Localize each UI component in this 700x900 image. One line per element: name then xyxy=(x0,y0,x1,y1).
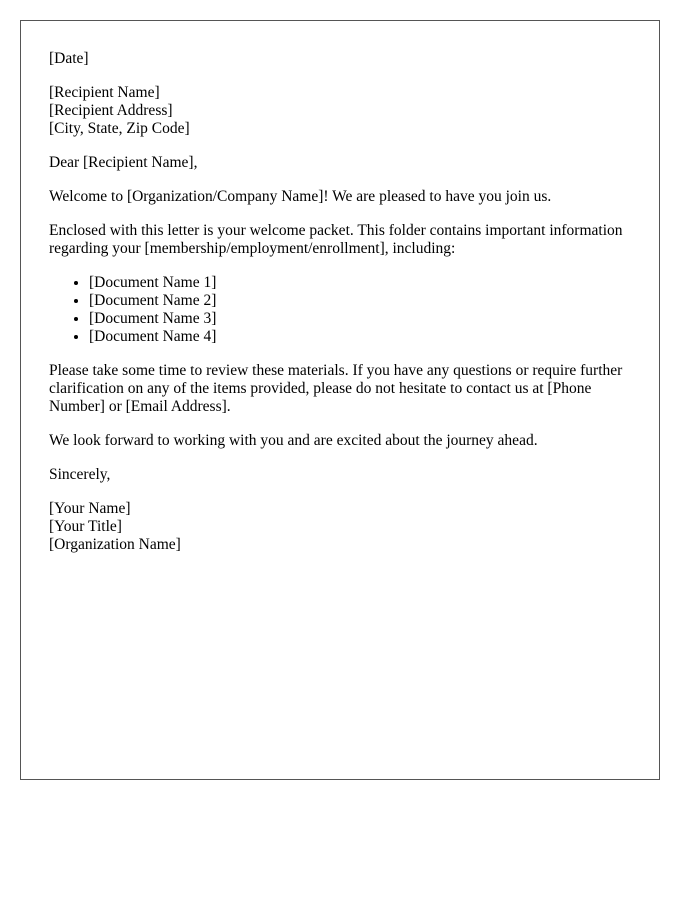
date-block xyxy=(49,50,631,68)
document-list-item: • [Document Name 4] xyxy=(89,328,631,346)
letter-date: [Date] xyxy=(49,50,89,67)
document-list-item: • [Document Name 2] xyxy=(89,292,631,310)
recipient-name: [Recipient Name] xyxy=(49,84,160,101)
recipient-block xyxy=(49,84,631,138)
document-list-item: • [Document Name 3] xyxy=(89,310,631,328)
enclosure-paragraph: Enclosed with this letter is your welcome packet. This folder contains important information regarding your [membership/employment/enrollment], including: xyxy=(49,222,623,257)
document-list xyxy=(49,274,631,346)
letter-page xyxy=(20,20,660,780)
closing-paragraph: We look forward to working with you and are excited about the journey ahead. xyxy=(49,432,538,449)
recipient-address: [Recipient Address] xyxy=(49,102,173,119)
review-paragraph: Please take some time to review these materials. If you have any questions or require further clarification on any of the items provided, please do not hesitate to contact us at [Phone Number] or [Email Address]. xyxy=(49,362,623,415)
signature-block xyxy=(49,500,631,554)
document-list-item: • [Document Name 1] xyxy=(89,274,631,292)
signature-organization: [Organization Name] xyxy=(49,536,181,553)
salutation: Dear [Recipient Name], xyxy=(49,154,198,171)
sign-off: Sincerely, xyxy=(49,466,111,483)
signature-title: [Your Title] xyxy=(49,518,122,535)
recipient-city-state-zip: [City, State, Zip Code] xyxy=(49,120,190,137)
signature-name: [Your Name] xyxy=(49,500,131,517)
welcome-paragraph: Welcome to [Organization/Company Name]! We are pleased to have you join us. xyxy=(49,188,552,205)
